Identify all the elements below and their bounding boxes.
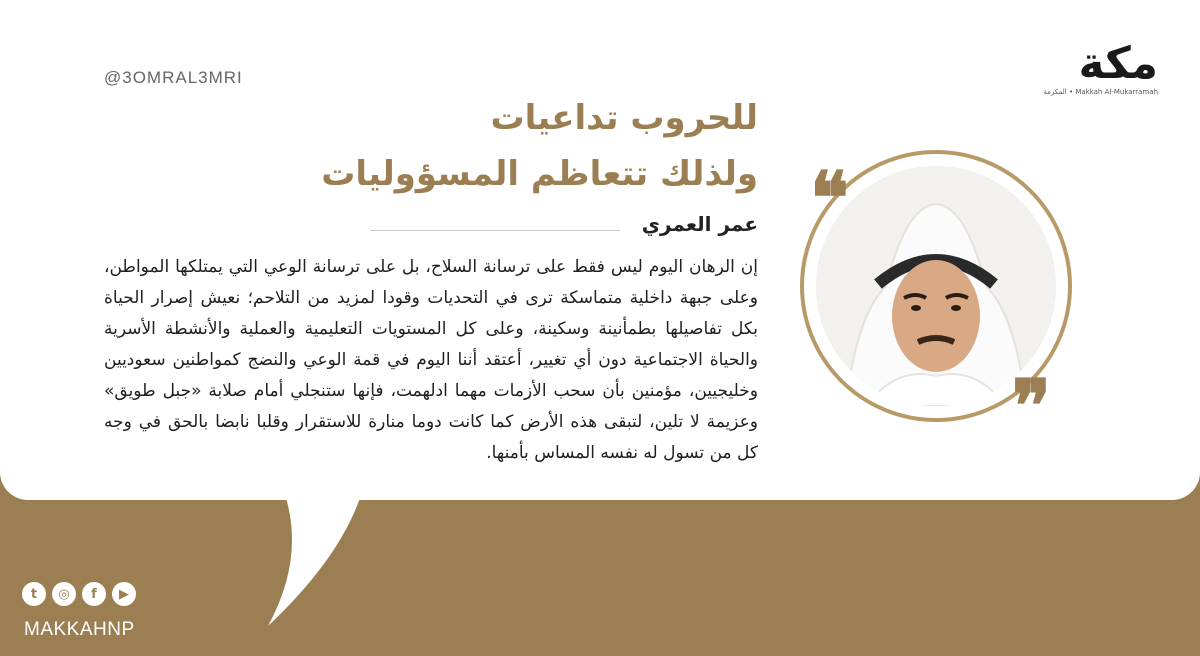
close-quote-icon: ❞ [1012,363,1051,448]
youtube-icon[interactable]: ▶ [112,582,136,606]
twitter-icon[interactable]: t [22,582,46,606]
open-quote-icon: ❝ [810,155,849,240]
article-body: إن الرهان اليوم ليس فقط على ترسانة السلاح، بل على ترسانة الوعي التي يمتلكها المواطن، وعلى جبهة داخلية متماسكة ترى في التحديات وقودا لمزيد من التلاحم؛ نعيش إصرار الحياة بكل تفاصيلها بطمأنينة وسكينة، وعلى كل المستويات التعليمية والعملية والأنشطة الأسرية والحياة الاجتماعية دون أي تغيير، أعتقد أننا اليوم في قمة الوعي والنضج كمواطنين سعوديين وخليجيين، مؤمنين بأن سحب الأزمات مهما ادلهمت، فإنها ستنجلي أمام صلابة «جبل طويق» وعزيمة لا تلين، لتبقى هذه الأرض كما كانت دوما منارة للاستقرار وقلبا نابضا بالحق في وجه كل من تسول له نفسه المساس بأمنها. [104,257,758,463]
article-title [198,90,758,202]
title-line-2: ولذلك تتعاظم المسؤوليات [321,154,758,194]
logo-subtitle: Makkah Al-Mukarramah • المكرمة [1043,88,1158,96]
author-divider [370,230,620,231]
author-handle: @3OMRAL3MRI [104,68,243,87]
social-icons [22,582,136,606]
logo-wordmark: مكة [1078,38,1158,89]
makkah-logo [1043,38,1158,96]
author-name: عمر العمري [641,212,758,236]
title-line-1: للحروب تداعيات [490,98,758,138]
social-handle: MAKKAHNP [24,619,135,640]
facebook-icon[interactable]: f [82,582,106,606]
instagram-icon[interactable]: ◎ [52,582,76,606]
